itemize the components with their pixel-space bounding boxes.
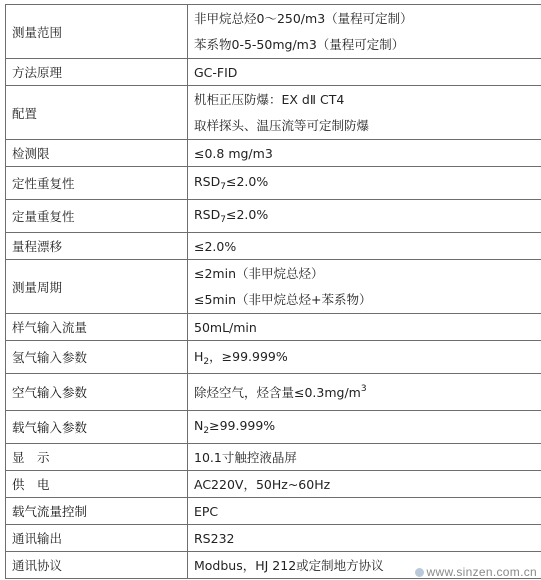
row-value <box>188 5 541 59</box>
row-value <box>188 374 541 411</box>
table-row <box>6 341 541 374</box>
table-row <box>6 167 541 200</box>
table-row <box>6 314 541 341</box>
row-label: 氢气输入参数 <box>6 341 188 374</box>
table-row <box>6 233 541 260</box>
value-text: RSD <box>194 207 221 222</box>
value-line: 非甲烷总烃0～250/m3（量程可定制） <box>194 10 413 26</box>
watermark <box>415 565 537 579</box>
value-subscript: 2 <box>203 357 210 367</box>
spec-table <box>5 4 541 579</box>
row-label: 载气流量控制 <box>6 498 188 525</box>
row-value <box>188 411 541 444</box>
value-subscript: 7 <box>220 182 226 192</box>
row-value <box>188 260 541 314</box>
table-row <box>6 200 541 233</box>
table-row <box>6 86 541 140</box>
table-row <box>6 140 541 167</box>
table-row <box>6 5 541 59</box>
row-label: 通讯输出 <box>6 525 188 552</box>
watermark-text: www.sinzen.com.cn <box>426 565 537 579</box>
row-label: 定量重复性 <box>6 200 188 233</box>
row-value: EPC <box>188 498 541 525</box>
table-row <box>6 525 541 552</box>
value-text: ，≥99.999% <box>209 349 288 364</box>
row-value: Modbus，HJ 212或定制地方协议 <box>188 552 541 579</box>
value-text: ≤2.0% <box>225 174 269 189</box>
row-value: RS232 <box>188 525 541 552</box>
table-row <box>6 498 541 525</box>
row-value <box>188 341 541 374</box>
row-label: 显 示 <box>6 444 188 471</box>
row-label: 测量范围 <box>6 5 188 59</box>
value-text: H <box>194 349 204 364</box>
value-line: ≤5min（非甲烷总烃+苯系物） <box>194 291 372 307</box>
table-row <box>6 444 541 471</box>
row-label: 供 电 <box>6 471 188 498</box>
value-line: 机柜正压防爆：EX dⅡ CT4 <box>194 91 345 107</box>
row-value: ≤0.8 mg/m3 <box>188 140 541 167</box>
row-value: 10.1寸触控液晶屏 <box>188 444 541 471</box>
row-label: 空气输入参数 <box>6 374 188 411</box>
value-line: 苯系物0-5-50mg/m3（量程可定制） <box>194 36 405 52</box>
value-text: ≥99.999% <box>209 418 276 433</box>
table-row <box>6 59 541 86</box>
row-label: 载气输入参数 <box>6 411 188 444</box>
row-value <box>188 86 541 140</box>
value-line: 取样探头、温压流等可定制防爆 <box>194 117 370 133</box>
value-line: ≤2min（非甲烷总烃） <box>194 265 324 281</box>
row-label: 检测限 <box>6 140 188 167</box>
row-value: 50mL/min <box>188 314 541 341</box>
value-text: N <box>194 418 204 433</box>
table-row <box>6 374 541 411</box>
row-value <box>188 167 541 200</box>
value-subscript: 2 <box>203 426 210 436</box>
value-text: RSD <box>194 174 221 189</box>
row-label: 定性重复性 <box>6 167 188 200</box>
watermark-logo-icon <box>415 568 424 577</box>
row-label: 方法原理 <box>6 59 188 86</box>
row-value: ≤2.0% <box>188 233 541 260</box>
value-superscript: 3 <box>360 384 367 394</box>
value-text: 除烃空气，烃含量≤0.3mg/m <box>194 385 361 400</box>
row-value <box>188 200 541 233</box>
row-value: GC-FID <box>188 59 541 86</box>
table-row <box>6 260 541 314</box>
value-text: ≤2.0% <box>225 207 269 222</box>
row-label: 样气输入流量 <box>6 314 188 341</box>
row-label: 测量周期 <box>6 260 188 314</box>
row-label: 配置 <box>6 86 188 140</box>
row-label: 量程漂移 <box>6 233 188 260</box>
table-row <box>6 471 541 498</box>
row-value: AC220V，50Hz~60Hz <box>188 471 541 498</box>
value-subscript: 7 <box>220 215 226 225</box>
row-label: 通讯协议 <box>6 552 188 579</box>
table-row <box>6 411 541 444</box>
